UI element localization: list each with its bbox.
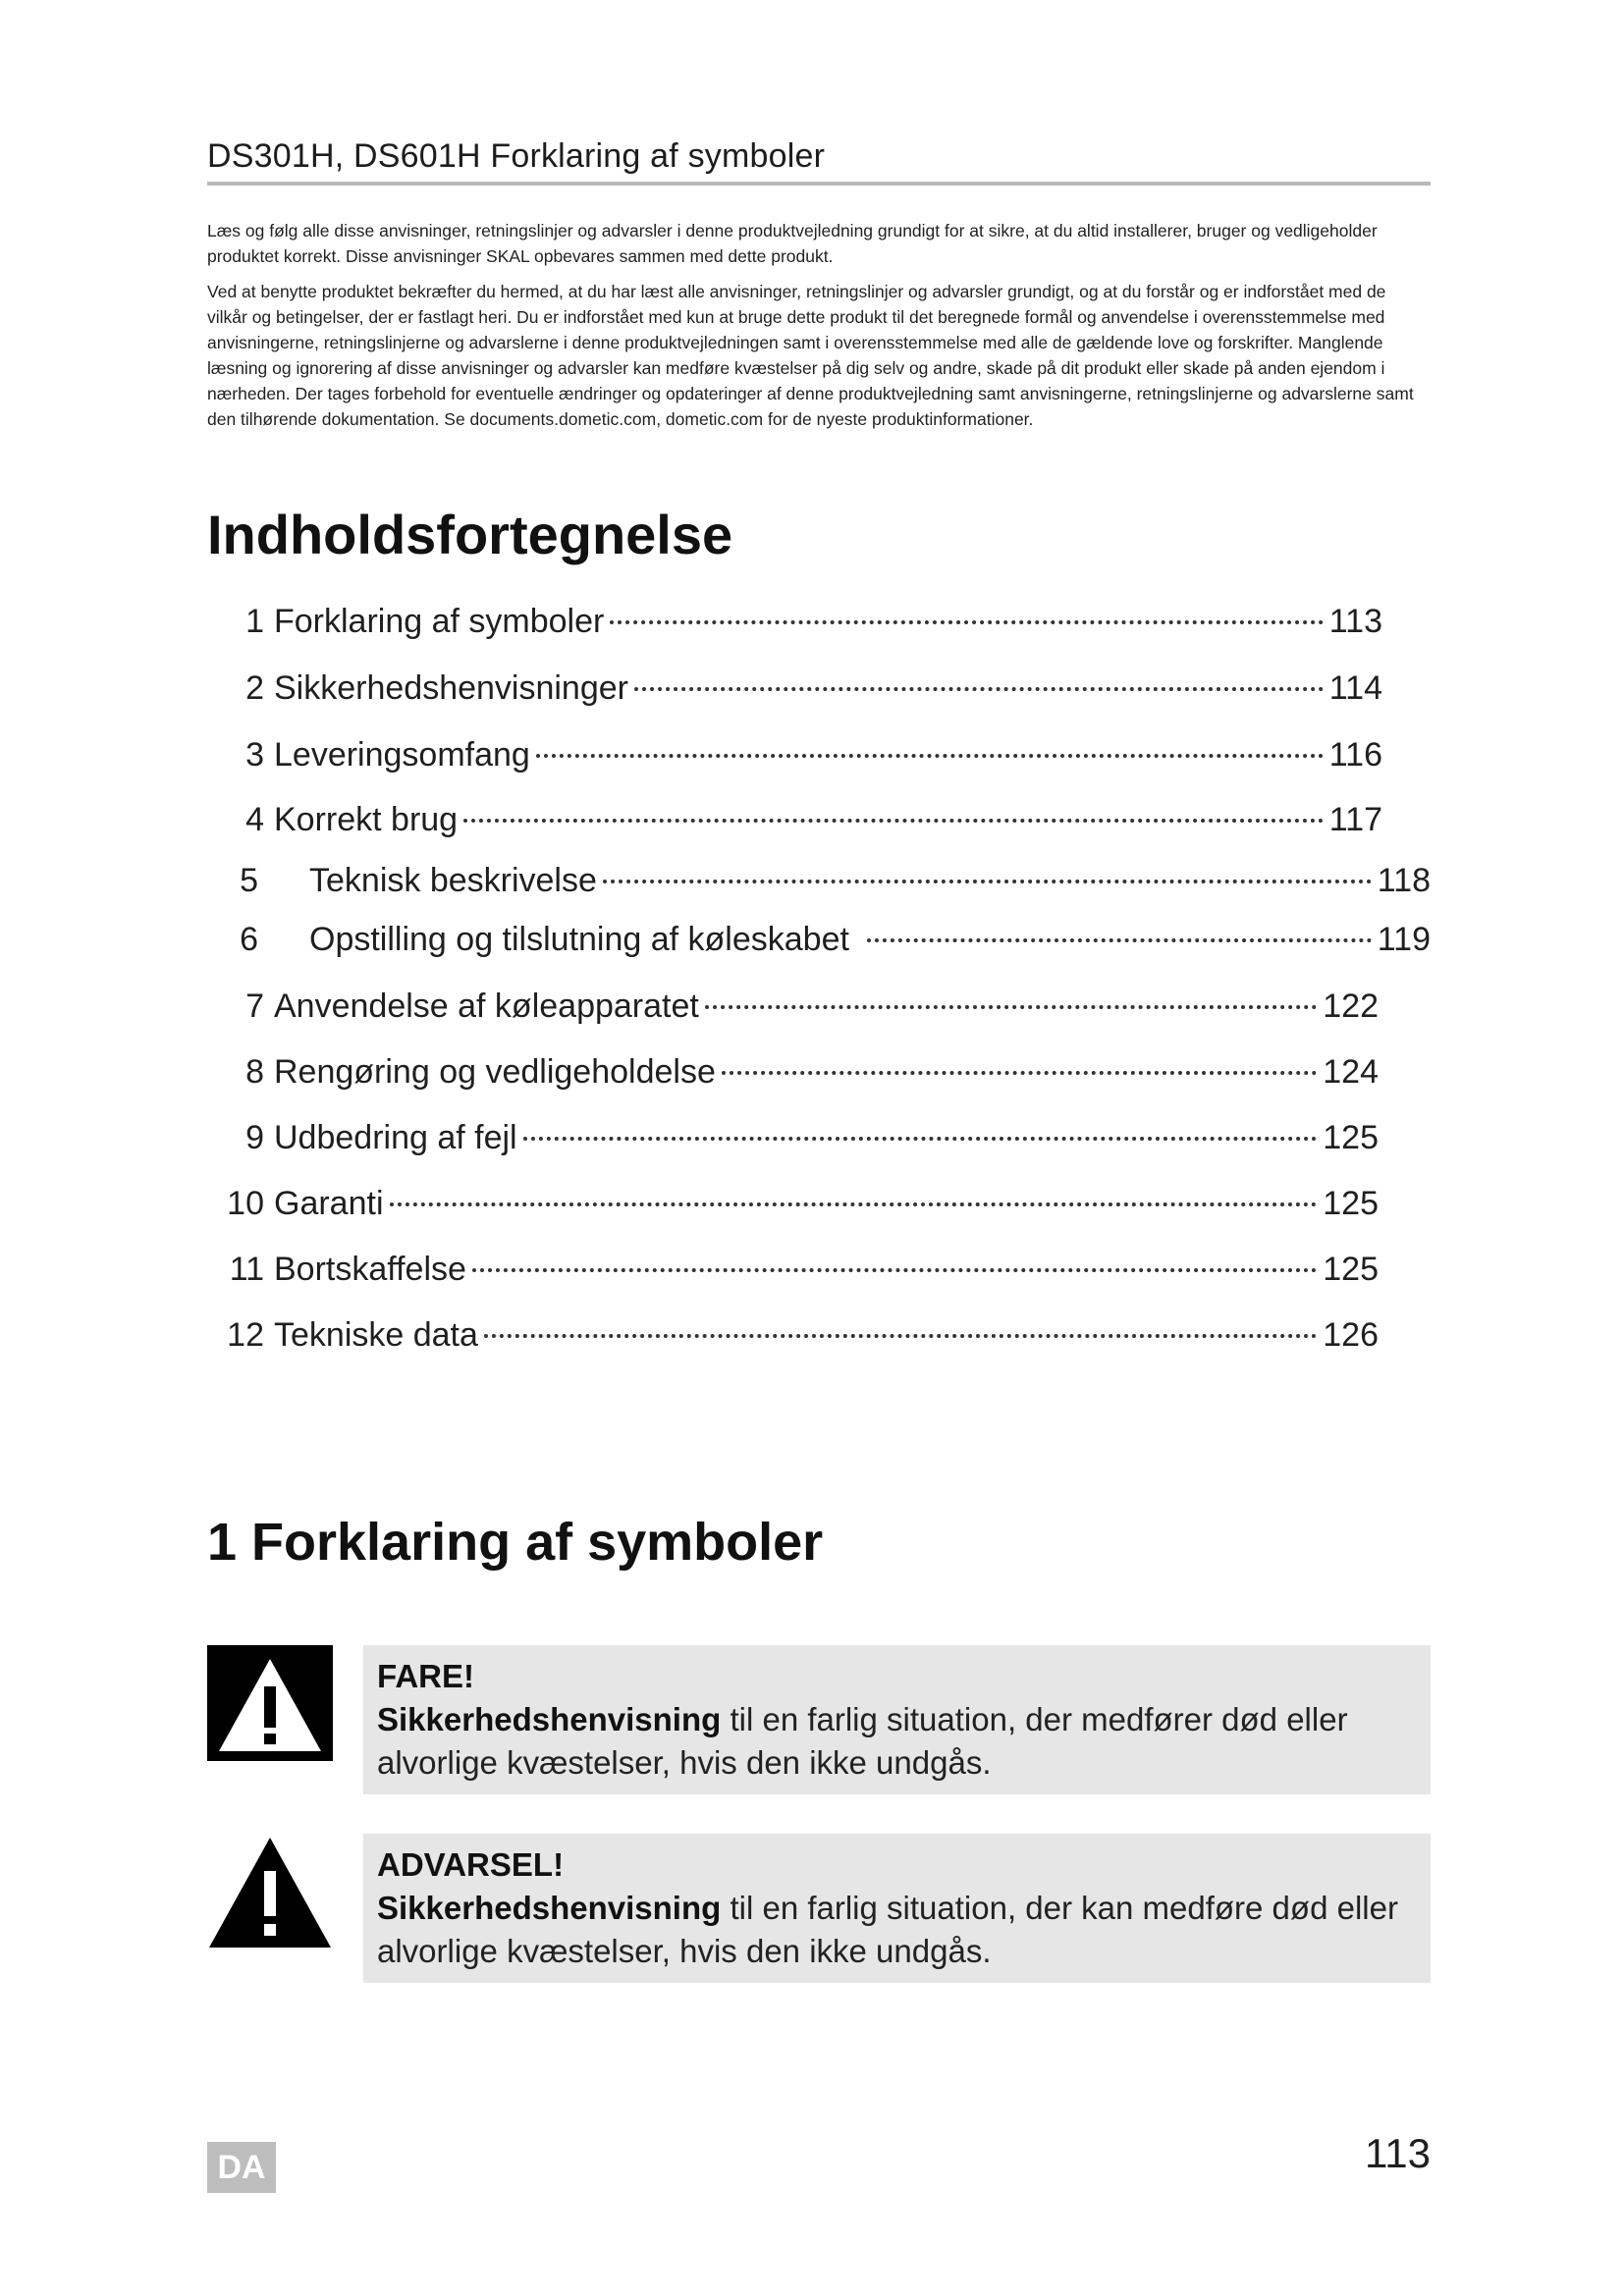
page-number: 113 — [1365, 2130, 1431, 2176]
toc-entry-number: 10 — [227, 1185, 264, 1222]
toc-entry[interactable] — [207, 1053, 1379, 1096]
toc-entry-page: 118 — [1377, 862, 1431, 899]
toc-entry-page: 124 — [1323, 1053, 1379, 1091]
toc-entry-page: 125 — [1323, 1119, 1379, 1156]
toc-entry-label: Garanti — [274, 1185, 384, 1222]
toc-leader-dots — [867, 913, 1372, 942]
language-badge: DA — [207, 2142, 276, 2193]
toc-entry[interactable] — [207, 669, 1382, 713]
toc-leader-dots — [523, 1111, 1318, 1141]
toc-entry-number: 1 — [245, 603, 264, 640]
toc-entry-number: 8 — [245, 1053, 264, 1091]
toc-leader-dots — [610, 595, 1323, 624]
header-title: DS301H, DS601H Forklaring af symboler — [207, 137, 826, 175]
toc-entry-page: 126 — [1323, 1316, 1379, 1354]
toc-entry[interactable] — [207, 988, 1379, 1031]
toc-entry-label: Teknisk beskrivelse — [309, 862, 597, 899]
toc-entry[interactable] — [207, 736, 1382, 779]
intro-paragraph-2: Ved at benytte produktet bekræfter du hermed, at du har læst alle anvisninger, retningslinjer og advarsler grundigt, og at du forstår og er indforstået med de vilkår og betingelser, der er fastlagt heri. Du er indforstået med kun at bruge dette produkt til det beregnede formål og anvendelse i overensstemmelse med anvisningerne, retningslinjerne og advarslerne i denne produktvejledningen samt i overensstemmelse med alle de gældende love og forskrifter. Manglende læsning og ignorering af disse anvisninger og advarsler kan medføre kvæstelser på dig selv og andre, skade på dit produkt eller skade på anden ejendom i nærheden. Der tages forbehold for eventuelle ændringer og opdateringer af denne produktvejledning samt anvisningerne, retningslinjerne og advarslerne samt den tilhørende dokumentation. Se documents.dometic.com, dometic.com for de nyeste produktinformationer. — [207, 282, 1414, 429]
toc-leader-dots — [484, 1308, 1317, 1338]
toc-entry[interactable] — [207, 921, 1431, 964]
danger-notice-title: FARE! — [377, 1658, 474, 1694]
toc-entry-label: Sikkerhedshenvisninger — [274, 669, 628, 707]
toc-entry-page: 114 — [1328, 669, 1382, 707]
danger-notice-body — [363, 1645, 1431, 1794]
toc-entry-page: 125 — [1323, 1251, 1379, 1288]
toc-entry-page: 116 — [1328, 736, 1382, 774]
toc-entry-label: Forklaring af symboler — [274, 603, 605, 640]
toc-entry-number: 5 — [240, 862, 258, 899]
toc-entry-number: 4 — [245, 801, 264, 838]
toc-entry-number: 2 — [245, 669, 264, 707]
toc-leader-dots — [390, 1177, 1318, 1206]
toc-entry[interactable] — [207, 862, 1431, 905]
toc-entry-label: Bortskaffelse — [274, 1251, 466, 1288]
toc-entry-label: Leveringsomfang — [274, 736, 530, 774]
toc-entry[interactable] — [207, 1316, 1379, 1360]
toc-entry-number: 12 — [227, 1316, 264, 1354]
toc-entry-label: Udbedring af fejl — [274, 1119, 517, 1156]
toc-entry-page: 125 — [1323, 1185, 1379, 1222]
toc-entry[interactable] — [207, 1119, 1379, 1162]
toc-entry-page: 113 — [1328, 603, 1382, 640]
toc-entry[interactable] — [207, 801, 1382, 844]
intro-text — [207, 218, 1431, 442]
toc-entry-page: 122 — [1323, 988, 1379, 1025]
section-heading: 1 Forklaring af symboler — [207, 1513, 824, 1572]
toc-leader-dots — [603, 854, 1372, 883]
toc-entry[interactable] — [207, 1185, 1379, 1228]
toc-leader-dots — [472, 1243, 1317, 1272]
toc-leader-dots — [722, 1045, 1317, 1075]
warning-notice-term: Sikkerhedshenvisning — [377, 1890, 722, 1926]
warning-notice-text: til en farlig situation, der kan medføre død eller alvorlige kvæstelser, hvis den ikke undgås. — [377, 1890, 1398, 1969]
toc-entry-page: 117 — [1328, 801, 1382, 838]
danger-notice-term: Sikkerhedshenvisning — [377, 1701, 722, 1737]
toc-leader-dots — [634, 662, 1324, 691]
toc-entry-label: Tekniske data — [274, 1316, 478, 1354]
toc-entry-label: Anvendelse af køleapparatet — [274, 988, 699, 1025]
danger-notice — [207, 1645, 1431, 1794]
warning-notice — [207, 1834, 1431, 1983]
toc-entry-number: 11 — [229, 1251, 264, 1288]
warning-notice-body — [363, 1834, 1431, 1983]
warning-notice-title: ADVARSEL! — [377, 1846, 565, 1883]
toc-leader-dots — [705, 980, 1317, 1009]
intro-paragraph-1: Læs og følg alle disse anvisninger, retningslinjer og advarsler i denne produktvejledning grundigt for at sikre, at du altid installerer, bruger og vedligeholder produktet korrekt. Disse anvisninger SKAL opbevares sammen med dette produkt. — [207, 221, 1378, 266]
danger-warning-icon — [207, 1645, 333, 1771]
toc-entry-number: 3 — [245, 736, 264, 774]
toc-leader-dots — [536, 728, 1324, 758]
toc-entry[interactable] — [207, 1251, 1379, 1294]
toc-entry-number: 6 — [240, 921, 258, 958]
danger-notice-text: til en farlig situation, der medfører død eller alvorlige kvæstelser, hvis den ikke undgås. — [377, 1701, 1348, 1781]
toc-entry-number: 9 — [245, 1119, 264, 1156]
toc-entry-label: Opstilling og tilslutning af køleskabet — [309, 921, 849, 958]
warning-triangle-icon — [207, 1834, 333, 1959]
toc-entry-label: Korrekt brug — [274, 801, 459, 838]
toc-entry[interactable] — [207, 603, 1382, 646]
toc-entry-page: 119 — [1377, 921, 1431, 958]
toc-entry-label: Rengøring og vedligeholdelse — [274, 1053, 716, 1091]
toc-leader-dots — [463, 793, 1324, 823]
toc-heading: Indholdsfortegnelse — [207, 504, 733, 565]
toc-entry-number: 7 — [245, 988, 264, 1025]
page-header — [207, 137, 1431, 186]
